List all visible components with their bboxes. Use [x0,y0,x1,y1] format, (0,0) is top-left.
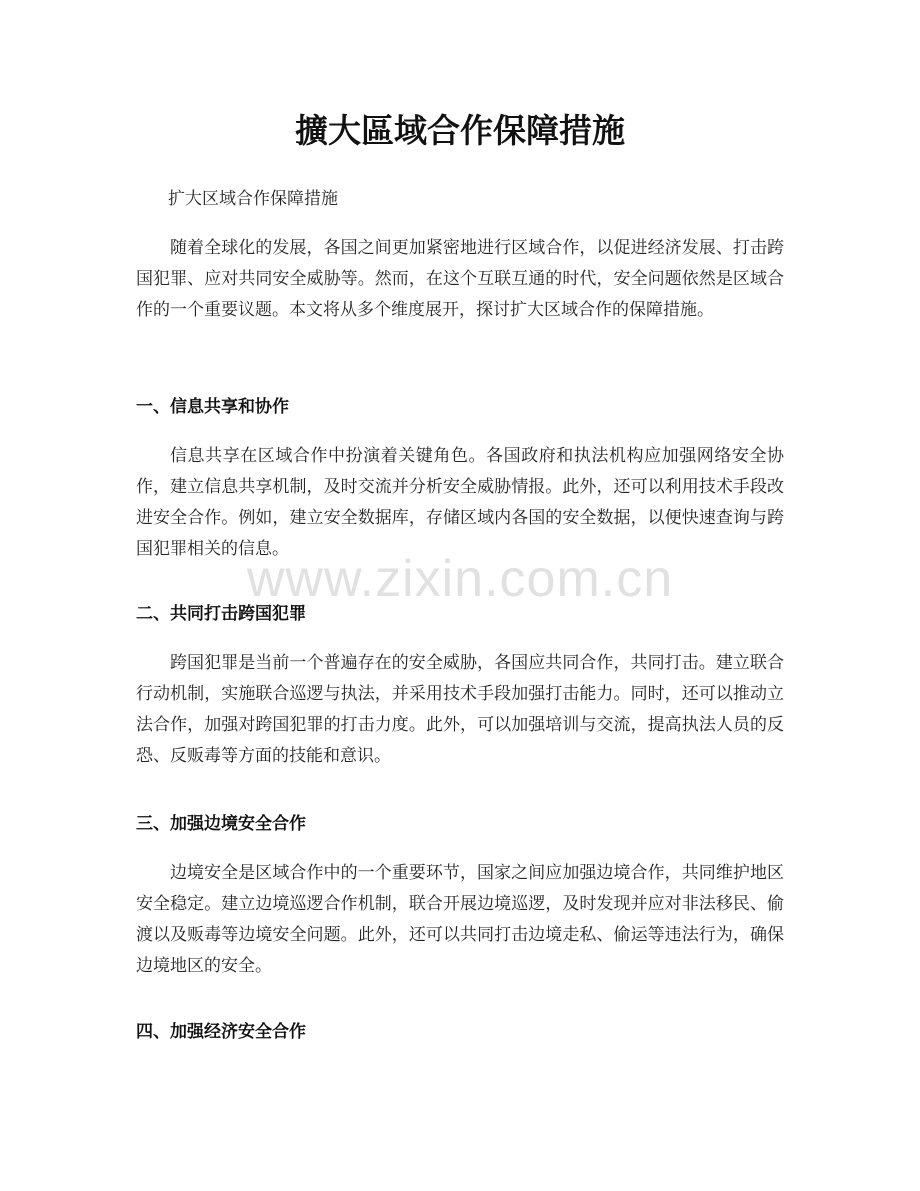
intro-paragraph: 随着全球化的发展，各国之间更加紧密地进行区域合作，以促进经济发展、打击跨国犯罪、应对共同安全威胁等。然而，在这个互联互通的时代，安全问题依然是区域合作的一个重要议题。本文将从多个维度展开，探讨扩大区域合作的保障措施。 [136,238,784,320]
section-heading-2: 二、共同打击跨国犯罪 [136,604,306,624]
section-body-2: 跨国犯罪是当前一个普遍存在的安全威胁，各国应共同合作，共同打击。建立联合行动机制，实施联合巡逻与执法，并采用技术手段加强打击能力。同时，还可以推动立法合作，加强对跨国犯罪的打击力度。此外，可以加强培训与交流，提高执法人员的反恐、反贩毒等方面的技能和意识。 [136,653,784,766]
section-body-1: 信息共享在区域合作中扮演着关键角色。各国政府和执法机构应加强网络安全协作，建立信息共享机制，及时交流并分析安全威胁情报。此外，还可以利用技术手段改进安全合作。例如，建立安全数据库，存储区域内各国的安全数据，以便快速查询与跨国犯罪相关的信息。 [136,446,784,559]
document-title: 擴大區域合作保障措施 [295,111,625,150]
section-heading-3: 三、加强边境安全合作 [136,814,306,834]
watermark: www.zixin.com.cn [246,550,674,608]
section-heading-1: 一、信息共享和协作 [136,397,289,417]
section-body-3: 边境安全是区域合作中的一个重要环节，国家之间应加强边境合作，共同维护地区安全稳定。建立边境巡逻合作机制，联合开展边境巡逻，及时发现并应对非法移民、偷渡以及贩毒等边境安全问题。此外，还可以共同打击边境走私、偷运等违法行为，确保边境地区的安全。 [136,863,784,976]
document-subtitle: 扩大区域合作保障措施 [168,189,338,209]
section-heading-4: 四、加强经济安全合作 [136,1022,306,1042]
